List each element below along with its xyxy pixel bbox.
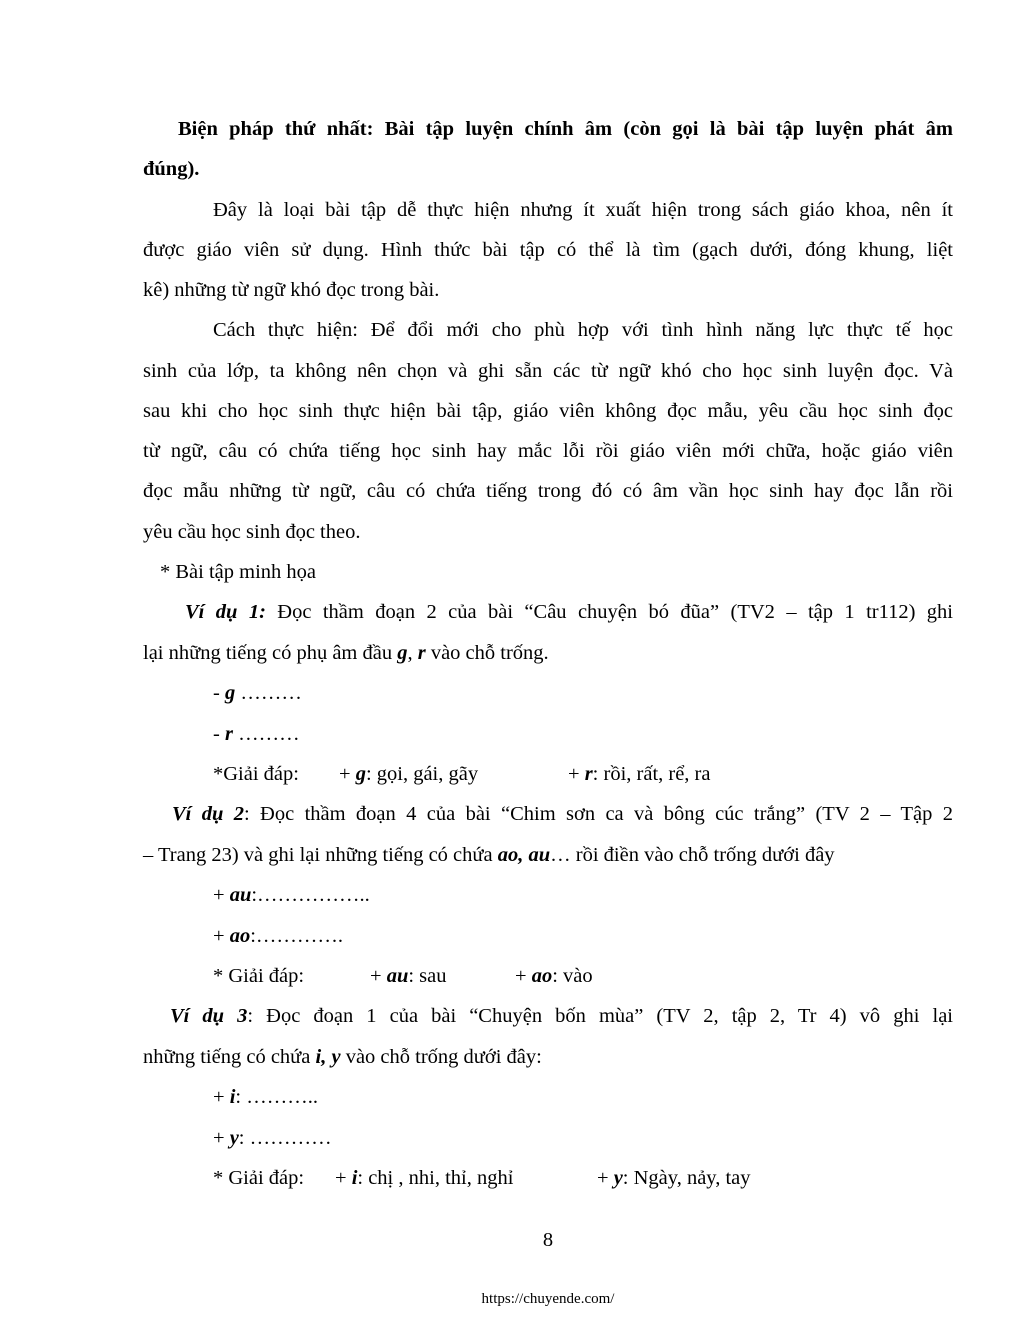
answer-ao: + ao: vào — [515, 965, 593, 987]
footer-url-link[interactable]: https://chuyende.com/ — [481, 1291, 615, 1307]
page-number: 8 — [542, 1229, 554, 1251]
example-2-blank-ao: + ao:…………. — [213, 925, 344, 947]
example-1-line-2: lại những tiếng có phụ âm đầu g, r vào chỗ trống. — [143, 642, 549, 664]
paragraph-2-line-6: yêu cầu học sinh đọc theo. — [143, 521, 361, 543]
example-1-label: Ví dụ 1: — [185, 601, 266, 623]
example-2-answer — [213, 964, 953, 988]
paragraph-1-line-1: Đây là loại bài tập dễ thực hiện nhưng ít xuất hiện trong sách giáo khoa, nên ít — [213, 199, 953, 221]
example-1-line-1: Ví dụ 1: Đọc thầm đoạn 2 của bài “Câu chuyện bó đũa” (TV2 – tập 1 tr112) ghi — [185, 601, 953, 623]
paragraph-2-line-5: đọc mẫu những từ ngữ, câu có chứa tiếng trong đó có âm vần học sinh hay đọc lẫn rồi — [143, 480, 953, 502]
example-1-blank-g: - g ……… — [213, 682, 302, 704]
answer-y: + y: Ngày, nảy, tay — [597, 1167, 751, 1189]
example-1-answer — [213, 762, 953, 786]
answer-r: + r: rồi, rất, rể, ra — [568, 763, 711, 785]
section-heading-line-2: đúng). — [143, 158, 200, 180]
paragraph-1-line-2: được giáo viên sử dụng. Hình thức bài tập có thể là tìm (gạch dưới, đóng khung, liệt — [143, 239, 953, 261]
answer-label: * Giải đáp: — [213, 1167, 305, 1189]
example-3-line-1: Ví dụ 3: Đọc đoạn 1 của bài “Chuyện bốn mùa” (TV 2, tập 2, Tr 4) vô ghi lại — [170, 1005, 953, 1027]
paragraph-2-line-4: từ ngữ, câu có chứa tiếng học sinh hay mắc lỗi rồi giáo viên mới chữa, hoặc giáo viên — [143, 440, 953, 462]
answer-i: + i: chị , nhi, thỉ, nghỉ — [335, 1167, 514, 1189]
example-1-blank-r: - r ……… — [213, 723, 300, 745]
document-page — [143, 0, 953, 1325]
example-3-blank-i: + i: ……….. — [213, 1086, 318, 1108]
example-3-blank-y: + y: ………… — [213, 1127, 332, 1149]
example-2-blank-au: + au:…………….. — [213, 884, 370, 906]
answer-g: + g: gọi, gái, gãy — [339, 763, 479, 785]
example-2-line-2: – Trang 23) và ghi lại những tiếng có chứa ao, au… rồi điền vào chỗ trống dưới đây — [143, 844, 835, 866]
example-3-line-2: những tiếng có chứa i, y vào chỗ trống dưới đây: — [143, 1046, 542, 1068]
section-heading-line-1: Biện pháp thứ nhất: Bài tập luyện chính âm (còn gọi là bài tập luyện phát âm — [178, 118, 953, 140]
answer-au: + au: sau — [370, 965, 447, 987]
answer-label: *Giải đáp: — [213, 763, 299, 785]
example-2-line-1: Ví dụ 2: Đọc thầm đoạn 4 của bài “Chim sơn ca và bông cúc trắng” (TV 2 – Tập 2 — [172, 803, 953, 825]
paragraph-2-line-1: Cách thực hiện: Để đổi mới cho phù hợp với tình hình năng lực thực tế học — [213, 319, 953, 341]
paragraph-2-line-2: sinh của lớp, ta không nên chọn và ghi sẵn các từ ngữ khó cho học sinh luyện đọc. Và — [143, 360, 953, 382]
example-3-label: Ví dụ 3 — [170, 1005, 248, 1027]
example-3-answer — [213, 1166, 953, 1190]
example-2-label: Ví dụ 2 — [172, 803, 244, 825]
paragraph-1-line-3: kê) những từ ngữ khó đọc trong bài. — [143, 279, 440, 301]
paragraph-2-line-3: sau khi cho học sinh thực hiện bài tập, giáo viên không đọc mẫu, yêu cầu học sinh đọc — [143, 400, 953, 422]
exercise-heading: * Bài tập minh họa — [160, 561, 317, 583]
answer-label: * Giải đáp: — [213, 965, 305, 987]
